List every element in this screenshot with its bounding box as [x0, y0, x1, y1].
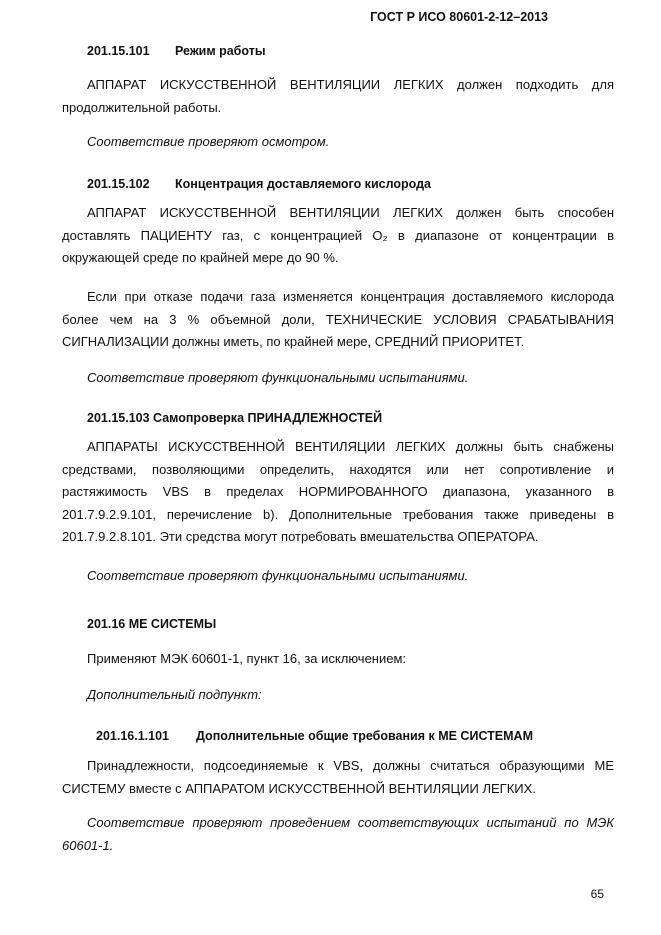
- document-header: ГОСТ Р ИСО 80601-2-12–2013: [370, 10, 548, 24]
- section-heading: [87, 177, 431, 191]
- subclause-label: Дополнительный подпункт:: [87, 687, 262, 702]
- compliance-note: Соответствие проверяют проведением соответствующих испытаний по МЭК 60601-1.: [62, 815, 614, 853]
- paragraph: АППАРАТ ИСКУССТВЕННОЙ ВЕНТИЛЯЦИИ ЛЕГКИХ должен подходить для продолжительной работы.: [62, 77, 614, 115]
- paragraph: АППАРАТ ИСКУССТВЕННОЙ ВЕНТИЛЯЦИИ ЛЕГКИХ должен быть способен доставлять ПАЦИЕНТУ газ, с концентрацией O₂ в диапазоне от концентрации в окружающей среде по крайней мере до 90 %.: [62, 205, 614, 265]
- paragraph: Если при отказе подачи газа изменяется концентрация доставляемого кислорода более чем на 3 % объемной доли, ТЕХНИЧЕСКИЕ УСЛОВИЯ СРАБАТЫВАНИЯ СИГНАЛИЗАЦИИ должны иметь, по крайней мере, СРЕДНИЙ ПРИОРИТЕТ.: [62, 289, 614, 349]
- section-number: 201.15.101: [87, 44, 150, 58]
- page-number: 65: [590, 887, 604, 901]
- section-heading: 201.16 МЕ СИСТЕМЫ: [87, 617, 217, 631]
- compliance-note: Соответствие проверяют функциональными испытаниями.: [87, 370, 469, 385]
- section-number: 201.16.1.101: [96, 729, 169, 743]
- paragraph: Принадлежности, подсоединяемые к VBS, должны считаться образующими МЕ СИСТЕМУ вместе с АППАРАТОМ ИСКУССТВЕННОЙ ВЕНТИЛЯЦИИ ЛЕГКИХ.: [62, 758, 614, 796]
- paragraph: Применяют МЭК 60601-1, пункт 16, за исключением:: [87, 651, 407, 666]
- section-number: 201.15.102: [87, 177, 150, 191]
- section-title: Дополнительные общие требования к МЕ СИСТЕМАМ: [196, 729, 533, 743]
- section-title: Режим работы: [175, 44, 266, 58]
- paragraph: АППАРАТЫ ИСКУССТВЕННОЙ ВЕНТИЛЯЦИИ ЛЕГКИХ должны быть снабжены средствами, позволяющими определить, находятся или нет сопротивление и растяжимость VBS в пределах НОРМИРОВАННОГО диапазона, указанного в 201.7.9.2.9.101, перечисление b). Дополнительные требования также приведены в 201.7.9.2.8.101. Эти средства могут потребовать вмешательства ОПЕРАТОРА.: [62, 439, 614, 544]
- compliance-note: Соответствие проверяют осмотром.: [87, 134, 330, 149]
- section-title: Концентрация доставляемого кислорода: [175, 177, 431, 191]
- section-heading: [96, 729, 533, 743]
- section-heading: [87, 44, 266, 58]
- section-heading: 201.15.103 Самопроверка ПРИНАДЛЕЖНОСТЕЙ: [87, 411, 383, 425]
- compliance-note: Соответствие проверяют функциональными испытаниями.: [87, 568, 469, 583]
